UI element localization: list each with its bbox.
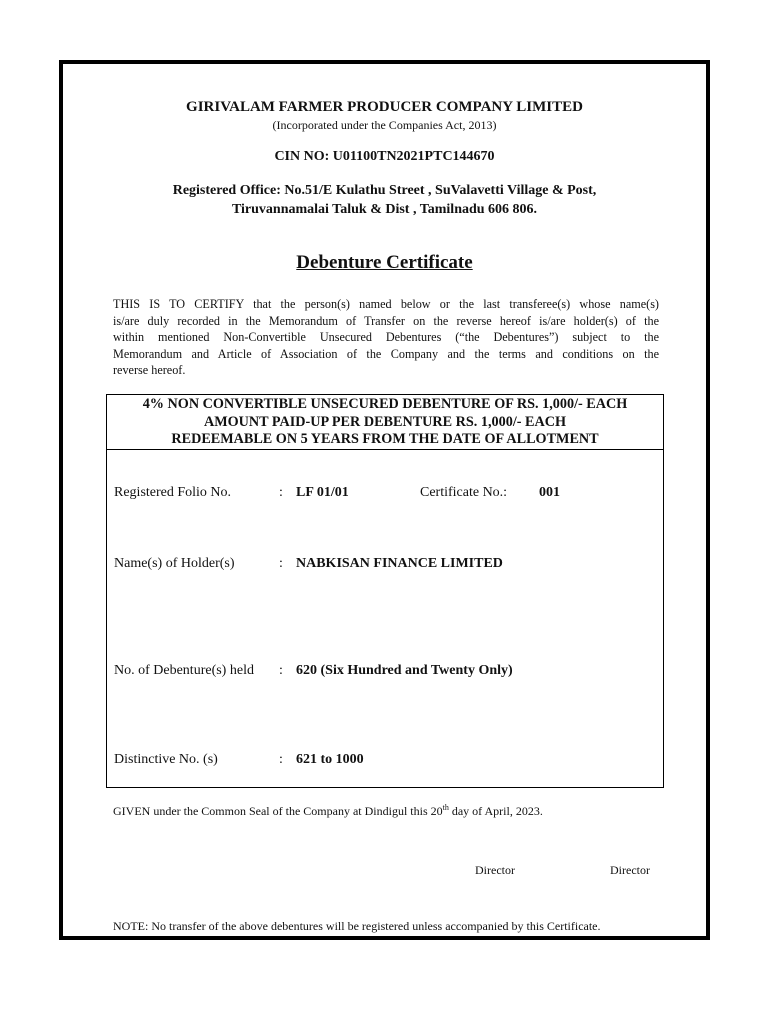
common-seal-statement bbox=[113, 804, 543, 819]
given-date-suffix: th bbox=[442, 803, 449, 812]
folio-value: LF 01/01 bbox=[296, 485, 349, 500]
cin-number: CIN NO: U01100TN2021PTC144670 bbox=[274, 149, 495, 164]
given-text-end: day of April, 2023. bbox=[448, 804, 543, 818]
certify-line: THIS IS TO CERTIFY that the person(s) named below or the last transferee(s) whose name(s) bbox=[113, 297, 659, 311]
distinctive-number-label: Distinctive No. (s) bbox=[114, 752, 218, 767]
terms-line-2: AMOUNT PAID-UP PER DEBENTURE RS. 1,000/- EACH bbox=[203, 413, 567, 430]
registered-office-line2: Tiruvannamalai Taluk & Dist , Tamilnadu 606 806. bbox=[231, 202, 538, 217]
debenture-details-box bbox=[106, 394, 664, 788]
holder-colon: : bbox=[279, 556, 283, 571]
folio-colon: : bbox=[279, 485, 283, 500]
holder-label: Name(s) of Holder(s) bbox=[114, 556, 235, 571]
incorporation-note: (Incorporated under the Companies Act, 2013) bbox=[272, 118, 497, 132]
certify-line: within mentioned Non-Convertible Unsecured Debentures (“the Debentures”) subject to the bbox=[113, 330, 659, 345]
terms-line-1: 4% NON CONVERTIBLE UNSECURED DEBENTURE OF RS. 1,000/- EACH bbox=[142, 396, 628, 412]
certificate-number-value: 001 bbox=[539, 485, 560, 500]
terms-line-3: REDEEMABLE ON 5 YEARS FROM THE DATE OF ALLOTMENT bbox=[171, 431, 599, 447]
certify-line: is/are duly recorded in the Memorandum of Transfer on the reverse hereof is/are holder(s) of the bbox=[113, 313, 659, 328]
certificate-frame bbox=[59, 60, 710, 940]
company-name: GIRIVALAM FARMER PRODUCER COMPANY LIMITED bbox=[186, 99, 583, 115]
folio-label: Registered Folio No. bbox=[114, 485, 232, 500]
debentures-held-label: No. of Debenture(s) held bbox=[114, 663, 254, 678]
certificate-title: Debenture Certificate bbox=[296, 252, 473, 273]
holder-value: NABKISAN FINANCE LIMITED bbox=[296, 556, 503, 571]
certify-line: Memorandum and Article of Association of the Company and the terms and conditions on the bbox=[113, 346, 659, 361]
debentures-held-value: 620 (Six Hundred and Twenty Only) bbox=[296, 663, 513, 678]
debenture-terms-header bbox=[107, 395, 663, 450]
distinctive-number-value: 621 to 1000 bbox=[296, 752, 364, 767]
debentures-held-colon: : bbox=[279, 663, 283, 678]
certificate-number-label: Certificate No.: bbox=[420, 485, 508, 500]
certify-paragraph bbox=[113, 296, 659, 379]
distinctive-number-colon: : bbox=[279, 752, 283, 767]
director-signature-2: Director bbox=[610, 863, 650, 877]
transfer-note: NOTE: No transfer of the above debentures will be registered unless accompanied by this Certificate. bbox=[113, 919, 601, 933]
given-text-start: GIVEN under the Common Seal of the Company at Dindigul this 20 bbox=[113, 804, 443, 818]
certify-line: reverse hereof. bbox=[113, 363, 186, 378]
director-signature-1: Director bbox=[475, 863, 515, 877]
registered-office-line1: Registered Office: No.51/E Kulathu Street , SuValavetti Village & Post, bbox=[172, 183, 597, 198]
